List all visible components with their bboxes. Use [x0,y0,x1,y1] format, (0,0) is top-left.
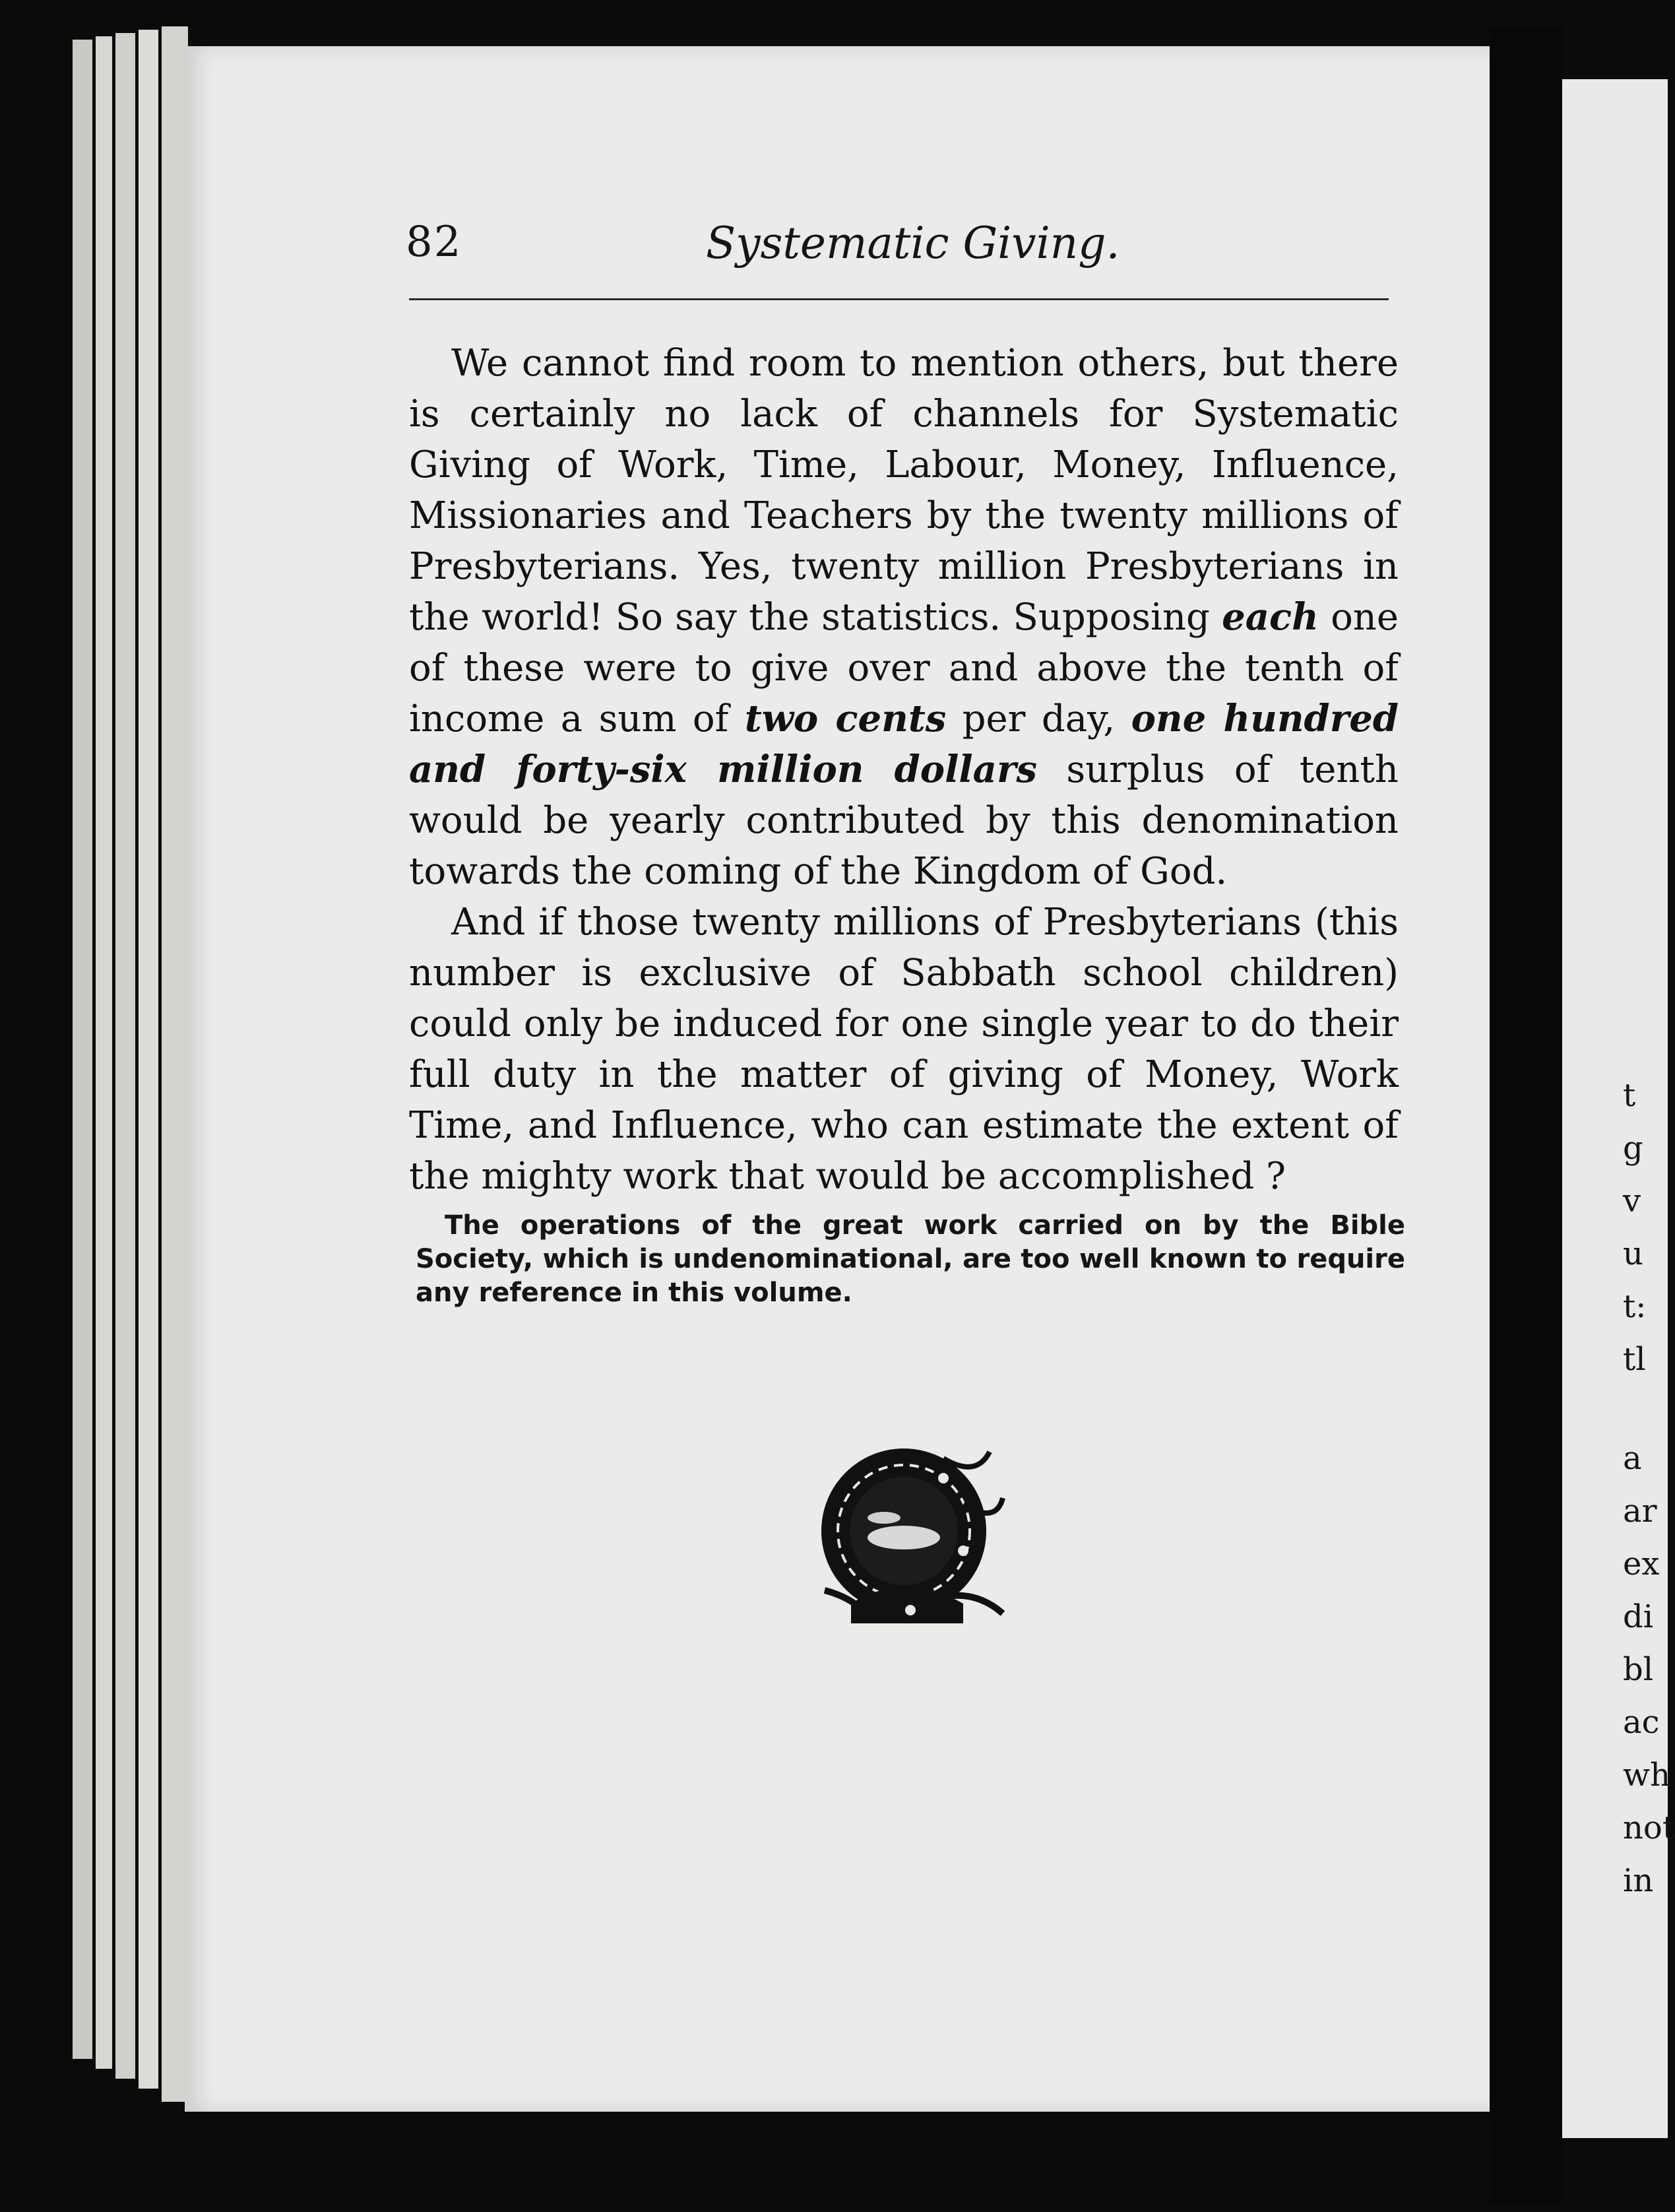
footnote: The operations of the great work carried on by the Bible Society, which is undenominational, are too well known to require any reference in this volume. [416,1210,1405,1308]
page-header [406,218,1395,284]
page-edge [115,33,135,2079]
text-fragment: tl [1623,1341,1646,1378]
text-fragment: v [1623,1183,1641,1220]
text-run: one of these were to give over and above the tenth of income a sum of [409,596,1399,740]
paragraph: And if those twenty millions of Presbyterians (this number is exclusive of Sabbath school children) could only be induced for one single year to do their full duty in the matter of giving of Money, Work Time, and Influence, who can estimate the extent of the mighty work that would be accomplished ? [409,901,1399,1198]
header-rule [409,298,1389,300]
text-fragment: g [1623,1130,1643,1167]
running-title: Systematic Giving. [706,218,1120,269]
text-fragment: not [1623,1809,1675,1846]
text-fragment: t: [1623,1288,1647,1325]
text-fragment: t [1623,1077,1636,1114]
floral-wreath-ornament-icon [811,1439,1009,1630]
text-fragment: di [1623,1598,1654,1635]
book-gutter [1490,26,1562,2204]
text-fragment: ar [1623,1493,1657,1530]
text-fragment: ex [1623,1545,1660,1582]
page-edge [96,36,112,2069]
text-fragment: wh [1623,1757,1670,1794]
emphasis: one hundred and forty-six million dollars [409,697,1399,791]
page-number: 82 [406,218,462,267]
text-fragment: a [1623,1440,1642,1477]
text-fragment: in [1623,1862,1654,1899]
page-edge [162,26,188,2102]
page-edge [139,30,158,2089]
page-edge [73,40,92,2059]
text-fragment: u [1623,1235,1643,1272]
text-run: per day, [946,698,1131,740]
paragraph [409,338,1399,897]
body-text [409,338,1399,1202]
emphasis: each [1222,595,1319,639]
text-fragment: ac [1623,1704,1660,1741]
emphasis: two cents [744,697,947,740]
facing-page-text [1623,1069,1675,1907]
text-run: surplus of tenth would be yearly contributed by this denomination towards the coming of the Kingdom of God. [409,748,1399,893]
text-fragment: bl [1623,1651,1654,1688]
text-run: We cannot find room to mention others, but there is certainly no lack of channels for Systematic Giving of Work, Time, Labour, Money, Influence, Missionaries and Teachers by the twenty millions of Presbyterians. Yes, twenty million Presbyterians in the world! So say the statistics. Supposing [409,342,1399,639]
